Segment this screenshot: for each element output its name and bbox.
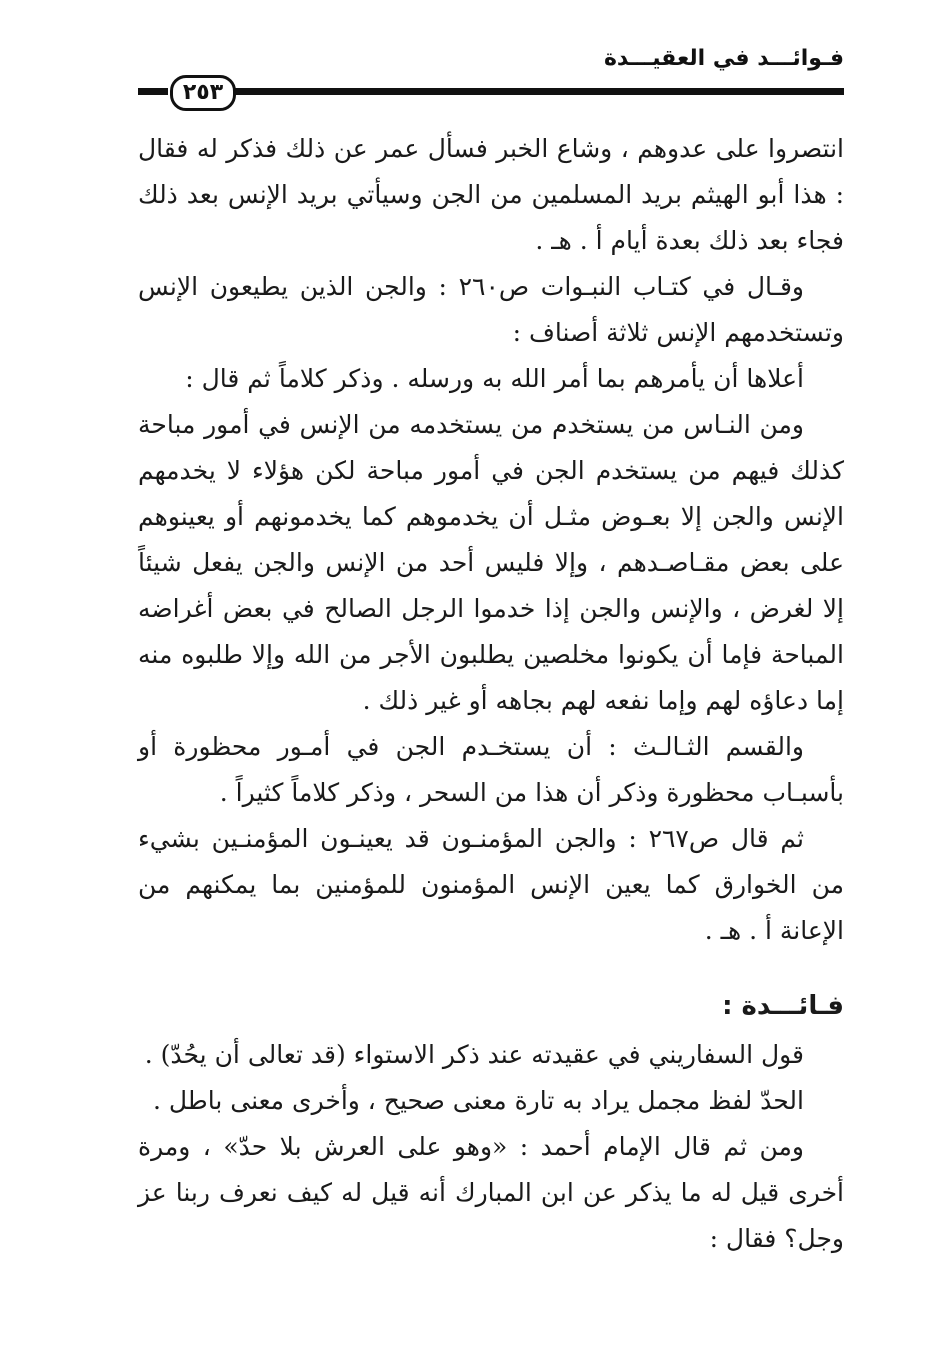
- paragraph-first-category: أعلاها أن يأمرهم بما أمر الله به ورسله . وذكر كلاماً ثم قال :: [185, 364, 804, 393]
- page-header: [138, 44, 844, 104]
- page-number: ٢٥٣: [170, 75, 236, 111]
- paragraph-continuation: انتصروا على عدوهم ، وشاع الخبر فسأل عمر عن ذلك فذكر له فقال : هذا أبو الهيثم بريد المسلمين من الجن وسيأتي بريد الإنس بعد ذلك فجاء بعد ذلك بعدة أيام أ . هـ .: [138, 134, 844, 255]
- paragraph-nubuwwat-quote: وقـال في كتـاب النبـوات ص٢٦٠ : والجن الذين يطيعون الإنس وتستخدمهم الإنس ثلاثة أصناف :: [138, 272, 844, 347]
- paragraph-page-267-quote: ثم قال ص٢٦٧ : والجن المؤمنـون قد يعينـون المؤمنـين بشيء من الخوارق كما يعين الإنس المؤمنون للمؤمنين بما يمكنهم من الإعانة أ . هـ .: [138, 824, 844, 945]
- paragraph-safarini-quote: قول السفاريني في عقيدته عند ذكر الاستواء (قد تعالى أن يحُدّ) .: [144, 1040, 804, 1069]
- book-title: فـوائـــد في العقيـــدة: [603, 46, 844, 71]
- header-rule-right: [232, 88, 844, 95]
- paragraph-second-category: ومن النـاس من يستخدم من يستخدمه من الإنس في أمور مباحة كذلك فيهم من يستخدم الجن في أمور مباحة لكن هؤلاء لا يخدمهم الإنس والجن إلا بعـوض مثـل أن يخدموهم كما يخدمونهم أو يعينوهم على بعض مقـاصـدهم ، وإلا فليس أحد من الإنس والجن يفعل شيئاً إلا لغرض ، والإنس والجن إذا خدموا الرجل الصالح في بعض أغراضه المباحة فإما أن يكونوا مخلصين يطلبون الأجر من الله وإلا طلبوه منه إما دعاؤه لهم وإما نفعه لهم بجاهه أو غير ذلك .: [138, 410, 844, 715]
- section-heading: فـائـــدة :: [722, 991, 844, 1021]
- page-body: [138, 126, 844, 1262]
- header-rule-left: [138, 88, 168, 95]
- paragraph-hadd-definition: الحدّ لفظ مجمل يراد به تارة معنى صحيح ، وأخرى معنى باطل .: [152, 1086, 804, 1115]
- paragraph-third-category: والقسم الثـالـث : أن يستخـدم الجن في أمـور محظورة أو بأسبـاب محظورة وذكر أن هذا من السحر ، وذكر كلاماً كثيراً .: [138, 732, 844, 807]
- paragraph-imam-ahmad: ومن ثم قال الإمام أحمد : «وهو على العرش بلا حدّ» ، ومرة أخرى قيل له ما يذكر عن ابن المبارك أنه قيل له كيف نعرف ربنا عز وجل؟ فقال :: [138, 1132, 844, 1253]
